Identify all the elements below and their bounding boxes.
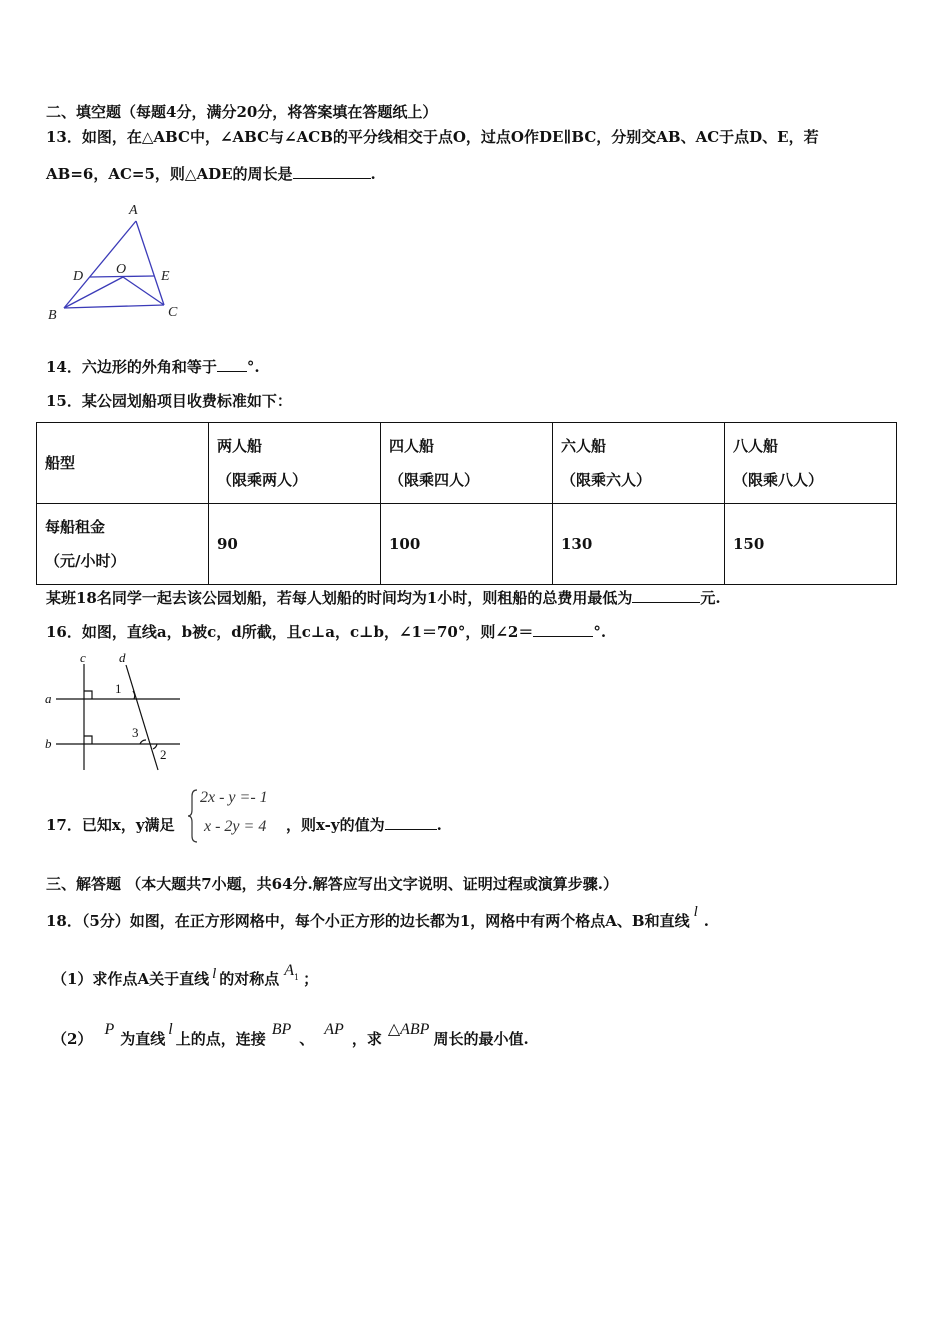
price-unit: （元/小时） bbox=[45, 552, 126, 570]
side-ac bbox=[136, 221, 164, 305]
q18-p2-mid2: 上的点，连接 bbox=[175, 1030, 266, 1048]
header-cell bbox=[381, 423, 553, 504]
price-cell: 130 bbox=[553, 504, 725, 585]
q14-text: 14．六边形的外角和等于 bbox=[46, 358, 217, 376]
q15-question-line bbox=[46, 588, 721, 608]
equation-1: 2x - y =- 1 bbox=[200, 789, 268, 806]
fee-table bbox=[36, 422, 897, 585]
q13-period: . bbox=[370, 165, 376, 183]
label-b: b bbox=[45, 736, 52, 751]
q18-p1-mid: 的对称点 bbox=[219, 970, 280, 988]
side-bc bbox=[64, 305, 164, 308]
q16-line bbox=[46, 622, 606, 642]
q13-text: AB=6，AC=5，则△ADE的周长是 bbox=[46, 165, 293, 183]
q18-part-1 bbox=[52, 962, 319, 992]
q16-answer-blank bbox=[533, 622, 593, 637]
label-angle-1: 1 bbox=[115, 681, 122, 696]
q18-p1-prefix: （1）求作点A关于直线 bbox=[52, 970, 210, 988]
q18-p2-bp: BP bbox=[271, 1021, 292, 1038]
label-angle-3: 3 bbox=[132, 725, 139, 740]
label-d: D bbox=[73, 269, 84, 284]
q18-p2-ap: AP bbox=[324, 1021, 344, 1038]
q18-text: 18．（5分）如图，在正方形网格中，每个小正方形的边长都为1，网格中有两个格点A、B和直线 bbox=[46, 912, 690, 930]
q18-line bbox=[46, 904, 709, 932]
q18-p1-sub: 1 bbox=[294, 973, 300, 982]
header-cell bbox=[553, 423, 725, 504]
q18-p1-end: ； bbox=[303, 970, 319, 988]
q14-line bbox=[46, 357, 260, 377]
angle-3-arc bbox=[140, 740, 146, 744]
price-cell: 90 bbox=[209, 504, 381, 585]
q16-end: °. bbox=[593, 623, 607, 641]
q18-p2-end: 周长的最小值. bbox=[433, 1030, 529, 1048]
q17-suffix-line bbox=[286, 815, 442, 835]
label-e: E bbox=[161, 269, 170, 284]
boat-name: 六人船 bbox=[561, 437, 607, 455]
label-a: a bbox=[45, 691, 52, 706]
q18-p2-mid1: 为直线 bbox=[120, 1030, 166, 1048]
q18-p2-triangle: △ABP bbox=[387, 1021, 430, 1038]
right-angle-mark-b bbox=[84, 736, 92, 744]
boat-limit: （限乘两人） bbox=[217, 471, 308, 489]
line-d bbox=[126, 665, 158, 770]
label-angle-2: 2 bbox=[160, 747, 167, 762]
q18-p1-a: A bbox=[284, 962, 295, 979]
q17-answer-blank bbox=[385, 815, 437, 830]
q18-p2-p: P bbox=[104, 1021, 115, 1038]
q15-text: 15．某公园划船项目收费标准如下： bbox=[46, 392, 292, 410]
q17-prefix: 17．已知x，y满足 bbox=[46, 816, 175, 834]
table-row-header bbox=[37, 423, 897, 504]
section-2-heading: 二、填空题（每题4分，满分20分，将答案填在答题纸上） bbox=[46, 103, 438, 121]
q18-p2-mid3: ，求 bbox=[351, 1030, 382, 1048]
boat-limit: （限乘四人） bbox=[389, 471, 480, 489]
q18-p1-l: l bbox=[212, 966, 217, 982]
q13-line-2 bbox=[46, 164, 376, 184]
price-cell: 150 bbox=[725, 504, 897, 585]
label-c: c bbox=[80, 650, 86, 665]
equation-system bbox=[186, 788, 286, 844]
boat-limit: （限乘八人） bbox=[733, 471, 824, 489]
table-row-price bbox=[37, 504, 897, 585]
label-d: d bbox=[119, 650, 126, 665]
boat-type-label: 船型 bbox=[45, 454, 76, 472]
q18-p2-l: l bbox=[168, 1021, 173, 1038]
price-label: 每船租金 bbox=[45, 518, 106, 536]
q14-end: °. bbox=[246, 358, 260, 376]
q18-part-2 bbox=[52, 1021, 529, 1050]
q13-answer-blank bbox=[293, 164, 371, 179]
boat-name: 两人船 bbox=[217, 437, 263, 455]
angle-2-arc bbox=[153, 744, 157, 749]
price-label-cell bbox=[37, 504, 209, 585]
q15-question: 某班18名同学一起去该公园划船，若每人划船的时间均为1小时，则租船的总费用最低为 bbox=[46, 589, 633, 607]
boat-name: 八人船 bbox=[733, 437, 779, 455]
equation-2: x - 2y = 4 bbox=[204, 818, 267, 835]
header-cell-boat-type bbox=[37, 423, 209, 504]
q13-line-1: 13．如图，在△ABC中，∠ABC与∠ACB的平分线相交于点O，过点O作DE∥BC，分别交AB、AC于点D、E，若 bbox=[46, 128, 819, 146]
q14-answer-blank bbox=[217, 357, 247, 372]
q18-line-l: l bbox=[693, 904, 698, 920]
label-o: O bbox=[116, 262, 127, 277]
q16-text: 16．如图，直线a，b被c，d所截，且c⊥a，c⊥b，∠1＝70°，则∠2＝ bbox=[46, 623, 534, 641]
header-cell bbox=[209, 423, 381, 504]
label-a: A bbox=[129, 203, 138, 218]
label-b: B bbox=[48, 308, 57, 323]
price-cell: 100 bbox=[381, 504, 553, 585]
q15-end: 元. bbox=[700, 589, 721, 607]
header-cell bbox=[725, 423, 897, 504]
q16-parallel-lines-figure bbox=[40, 648, 190, 773]
left-brace-icon bbox=[186, 788, 200, 844]
label-c: C bbox=[168, 305, 178, 320]
angle-1-arc bbox=[133, 691, 135, 699]
boat-name: 四人船 bbox=[389, 437, 435, 455]
q18-p2-prefix: （2） bbox=[52, 1030, 93, 1048]
boat-limit: （限乘六人） bbox=[561, 471, 652, 489]
right-angle-mark-a bbox=[84, 691, 92, 699]
q18-end: . bbox=[703, 912, 709, 930]
q15-answer-blank bbox=[632, 588, 700, 603]
q18-p2-sep: 、 bbox=[299, 1030, 315, 1048]
segment-co bbox=[123, 277, 164, 305]
q17-suffix: ，则x-y的值为 bbox=[286, 816, 385, 834]
q13-triangle-figure bbox=[40, 198, 190, 328]
q17-end: . bbox=[436, 816, 442, 834]
section-3-heading: 三、解答题 （本大题共7小题，共64分.解答应写出文字说明、证明过程或演算步骤.） bbox=[46, 875, 618, 893]
